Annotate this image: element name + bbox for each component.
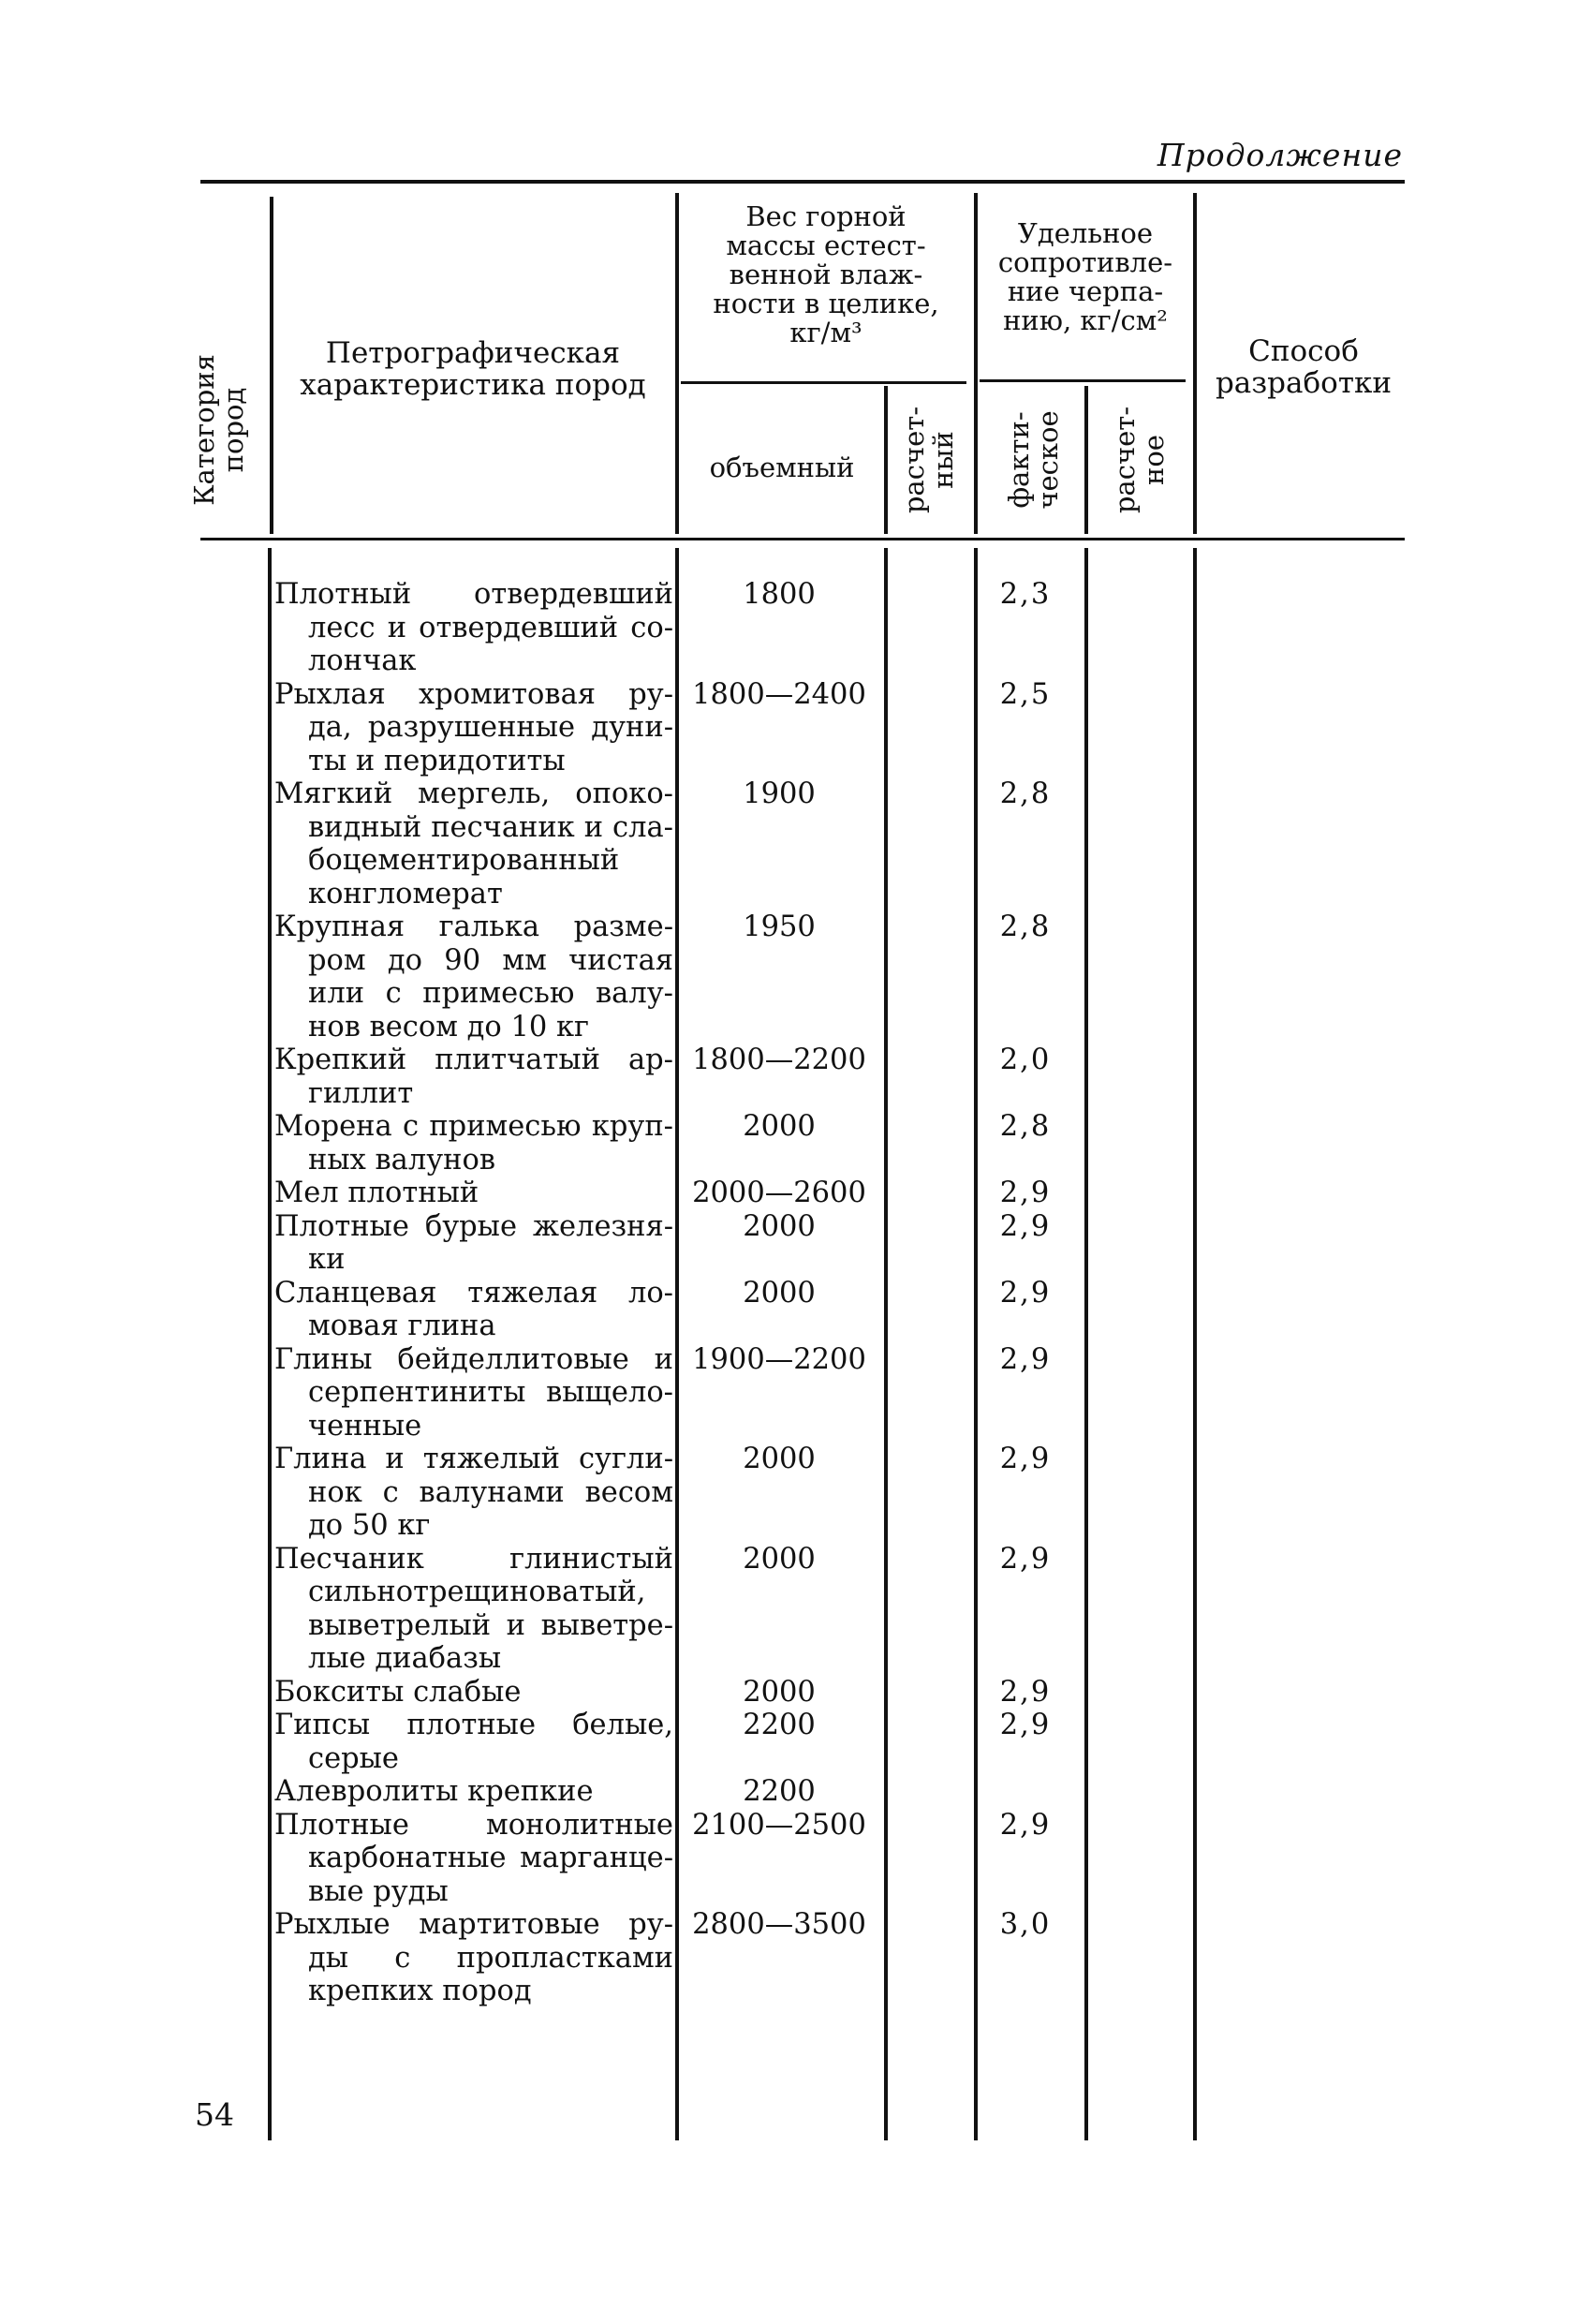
row-description-line: боцементированный [308, 844, 620, 877]
row-description-line: Глина и тяжелый сугли- [274, 1443, 673, 1475]
continuation-label: Продолжение [1157, 137, 1403, 173]
row-description-line: ных валунов [308, 1143, 496, 1177]
row-description [274, 1044, 673, 1110]
row-actual-resistance: 3,0 [999, 1908, 1052, 1941]
row-volume-weight: 2200 [743, 1775, 816, 1808]
row-description [274, 1809, 673, 1909]
row-description-line: лые диабазы [308, 1642, 502, 1675]
header-resist-calc [1111, 404, 1171, 516]
body-divider-volume [884, 548, 888, 2140]
row-description-line: Рыхлые мартитовые ру- [274, 1908, 673, 1941]
header-resist-actual-line-1: факти- [1003, 411, 1035, 509]
row-description [274, 1110, 673, 1177]
row-description-line: ром до 90 мм чистая [308, 943, 673, 977]
row-description-line: Сланцевая тяжелая ло- [274, 1276, 673, 1310]
row-description-line: ки [308, 1243, 346, 1276]
row-actual-resistance: 2,9 [999, 1342, 1052, 1376]
header-weight-line-2: массы естест- [726, 229, 926, 261]
row-description-line: нов весом до 10 кг [308, 1010, 590, 1044]
row-volume-weight: 1800—2200 [692, 1044, 866, 1076]
row-description-line: ды с пропластками [308, 1941, 673, 1975]
row-description [274, 1908, 673, 2008]
row-volume-weight: 2800—3500 [692, 1908, 866, 1941]
header-resist-actual-line-2: ческое [1032, 410, 1064, 510]
row-volume-weight: 2000—2600 [692, 1177, 866, 1209]
row-volume-weight: 2000 [743, 1110, 816, 1143]
row-description-line: гиллит [308, 1076, 414, 1110]
row-description-line: серпентиниты выщело- [308, 1376, 673, 1409]
header-bottom-rule [200, 538, 1405, 540]
row-description-line: сильнотрещиноватый, [308, 1576, 646, 1608]
row-volume-weight: 1900 [743, 777, 816, 810]
row-volume-weight: 1800—2400 [692, 677, 866, 711]
row-description-line: лесс и отвердевший со- [308, 611, 673, 644]
header-resist-line-2: сопротивле- [997, 246, 1173, 278]
row-description-line: конгломерат [308, 877, 503, 910]
row-description-line: крепких пород [308, 1975, 532, 2007]
row-actual-resistance: 2,9 [999, 1709, 1052, 1741]
row-description-line: мовая глина [308, 1310, 496, 1342]
row-volume-weight: 2000 [743, 1675, 816, 1709]
row-description-line: Морена с примесью круп- [274, 1110, 673, 1143]
header-petro-line-1: Петрографическая [325, 336, 621, 370]
header-resist-actual [1005, 399, 1065, 521]
col-divider-actual [1084, 386, 1088, 534]
header-resist-line-1: Удельное [1017, 217, 1154, 249]
row-description [274, 1775, 673, 1809]
header-weight [682, 202, 970, 348]
page-number: 54 [195, 2096, 234, 2133]
header-resist-line-3: ние черпа- [1007, 275, 1164, 307]
row-volume-weight: 1800 [743, 578, 816, 611]
row-actual-resistance: 2,9 [999, 1808, 1052, 1842]
row-description-line: ченные [308, 1409, 422, 1443]
table-top-rule [200, 180, 1405, 184]
col-divider-weight [974, 193, 978, 534]
header-weight-calc [900, 404, 960, 516]
row-description [274, 1343, 673, 1443]
row-description-line: вые руды [308, 1874, 449, 1908]
row-description-line: Мел плотный [274, 1177, 479, 1209]
row-actual-resistance: 2,9 [999, 1177, 1052, 1209]
row-actual-resistance: 2,9 [999, 1443, 1052, 1475]
col-divider-petro [675, 193, 679, 534]
row-volume-weight: 2000 [743, 1209, 816, 1243]
header-weight-line-1: Вес горной [745, 200, 907, 232]
body-divider-resist [1193, 548, 1197, 2140]
header-category-line-1: Категория [188, 354, 220, 506]
header-resist-line-4: нию, кг/см² [1003, 304, 1168, 336]
row-description [274, 910, 673, 1044]
row-description-line: видный песчаник и сла- [308, 810, 673, 844]
header-resist-calc-line-2: ное [1138, 435, 1170, 485]
header-petro [281, 337, 665, 401]
row-description-line: Глины бейделлитовые и [274, 1342, 673, 1376]
row-description [274, 1277, 673, 1343]
header-weight-calc-line-2: ный [927, 431, 959, 489]
header-weight-volume: объемный [709, 451, 855, 483]
row-description-line: Мягкий мергель, опоко- [274, 777, 673, 810]
col-divider-volume [884, 386, 888, 534]
header-weight-line-4: ности в целике, [713, 288, 939, 319]
row-description [274, 1210, 673, 1277]
row-description-line: Плотные монолитные [274, 1808, 673, 1842]
row-volume-weight: 1900—2200 [692, 1342, 866, 1376]
row-description [274, 1676, 673, 1710]
row-actual-resistance: 2,8 [999, 1110, 1052, 1143]
row-actual-resistance: 2,9 [999, 1675, 1052, 1709]
row-description-line: Плотные бурые железня- [274, 1209, 673, 1243]
header-petro-line-2: характеристика пород [300, 368, 646, 402]
header-weight-line-5: кг/м³ [789, 317, 862, 348]
row-description-line: выветрелый и выветре- [308, 1608, 673, 1642]
header-method-line-2: разработки [1215, 366, 1393, 400]
resist-subheader-rule [980, 379, 1186, 382]
row-actual-resistance: 2,8 [999, 910, 1052, 943]
row-volume-weight: 2000 [743, 1276, 816, 1310]
row-description-line: Рыхлая хромитовая ру- [274, 677, 673, 711]
row-volume-weight: 2000 [743, 1443, 816, 1475]
header-method-line-1: Способ [1248, 334, 1359, 368]
row-description-line: Алевролиты крепкие [274, 1775, 594, 1808]
row-description-line: Крепкий плитчатый ар- [274, 1044, 673, 1076]
row-volume-weight: 2000 [743, 1542, 816, 1576]
row-actual-resistance: 2,5 [999, 677, 1052, 711]
row-actual-resistance: 2,9 [999, 1276, 1052, 1310]
row-volume-weight: 1950 [743, 910, 816, 943]
row-description [274, 678, 673, 778]
row-description-line: Бокситы слабые [274, 1675, 522, 1709]
row-description-line: да, разрушенные дуни- [308, 711, 673, 744]
weight-subheader-rule [681, 381, 966, 384]
row-description [274, 1177, 673, 1210]
col-divider-resist [1193, 193, 1197, 534]
row-description-line: или с примесью валу- [308, 977, 673, 1010]
row-volume-weight: 2200 [743, 1709, 816, 1741]
row-description-line: Крупная галька разме- [274, 910, 673, 943]
row-description-line: Песчаник глинистый [274, 1542, 673, 1576]
header-weight-calc-line-1: расчет- [898, 406, 930, 514]
row-description-line: Гипсы плотные белые, [274, 1709, 673, 1741]
header-resist-calc-line-1: расчет- [1109, 406, 1141, 514]
row-description-line: ты и перидотиты [308, 744, 566, 777]
row-actual-resistance: 2,3 [999, 578, 1052, 611]
row-description [274, 578, 673, 678]
row-actual-resistance: 2,8 [999, 777, 1052, 810]
header-category [190, 327, 250, 533]
row-description-line: Плотный отвердевший [274, 578, 673, 611]
header-resist [980, 219, 1191, 335]
row-actual-resistance: 2,0 [999, 1044, 1052, 1076]
row-description-line: нок с валунами весом [308, 1475, 673, 1509]
row-description [274, 1709, 673, 1775]
header-weight-line-3: венной влаж- [729, 259, 923, 290]
row-actual-resistance: 2,9 [999, 1542, 1052, 1576]
header-method [1201, 335, 1407, 399]
row-volume-weight: 2100—2500 [692, 1808, 866, 1842]
header-category-line-2: пород [217, 387, 249, 473]
row-description-line: карбонатные марганце- [308, 1842, 673, 1874]
row-description [274, 1543, 673, 1676]
body-divider-category [268, 548, 272, 2140]
row-description-line: до 50 кг [308, 1509, 431, 1542]
row-description [274, 777, 673, 910]
col-divider-category [270, 197, 273, 534]
row-description [274, 1443, 673, 1543]
row-description-line: лончак [308, 644, 417, 677]
row-description-line: серые [308, 1741, 399, 1775]
row-actual-resistance: 2,9 [999, 1209, 1052, 1243]
body-divider-actual [1084, 548, 1088, 2140]
